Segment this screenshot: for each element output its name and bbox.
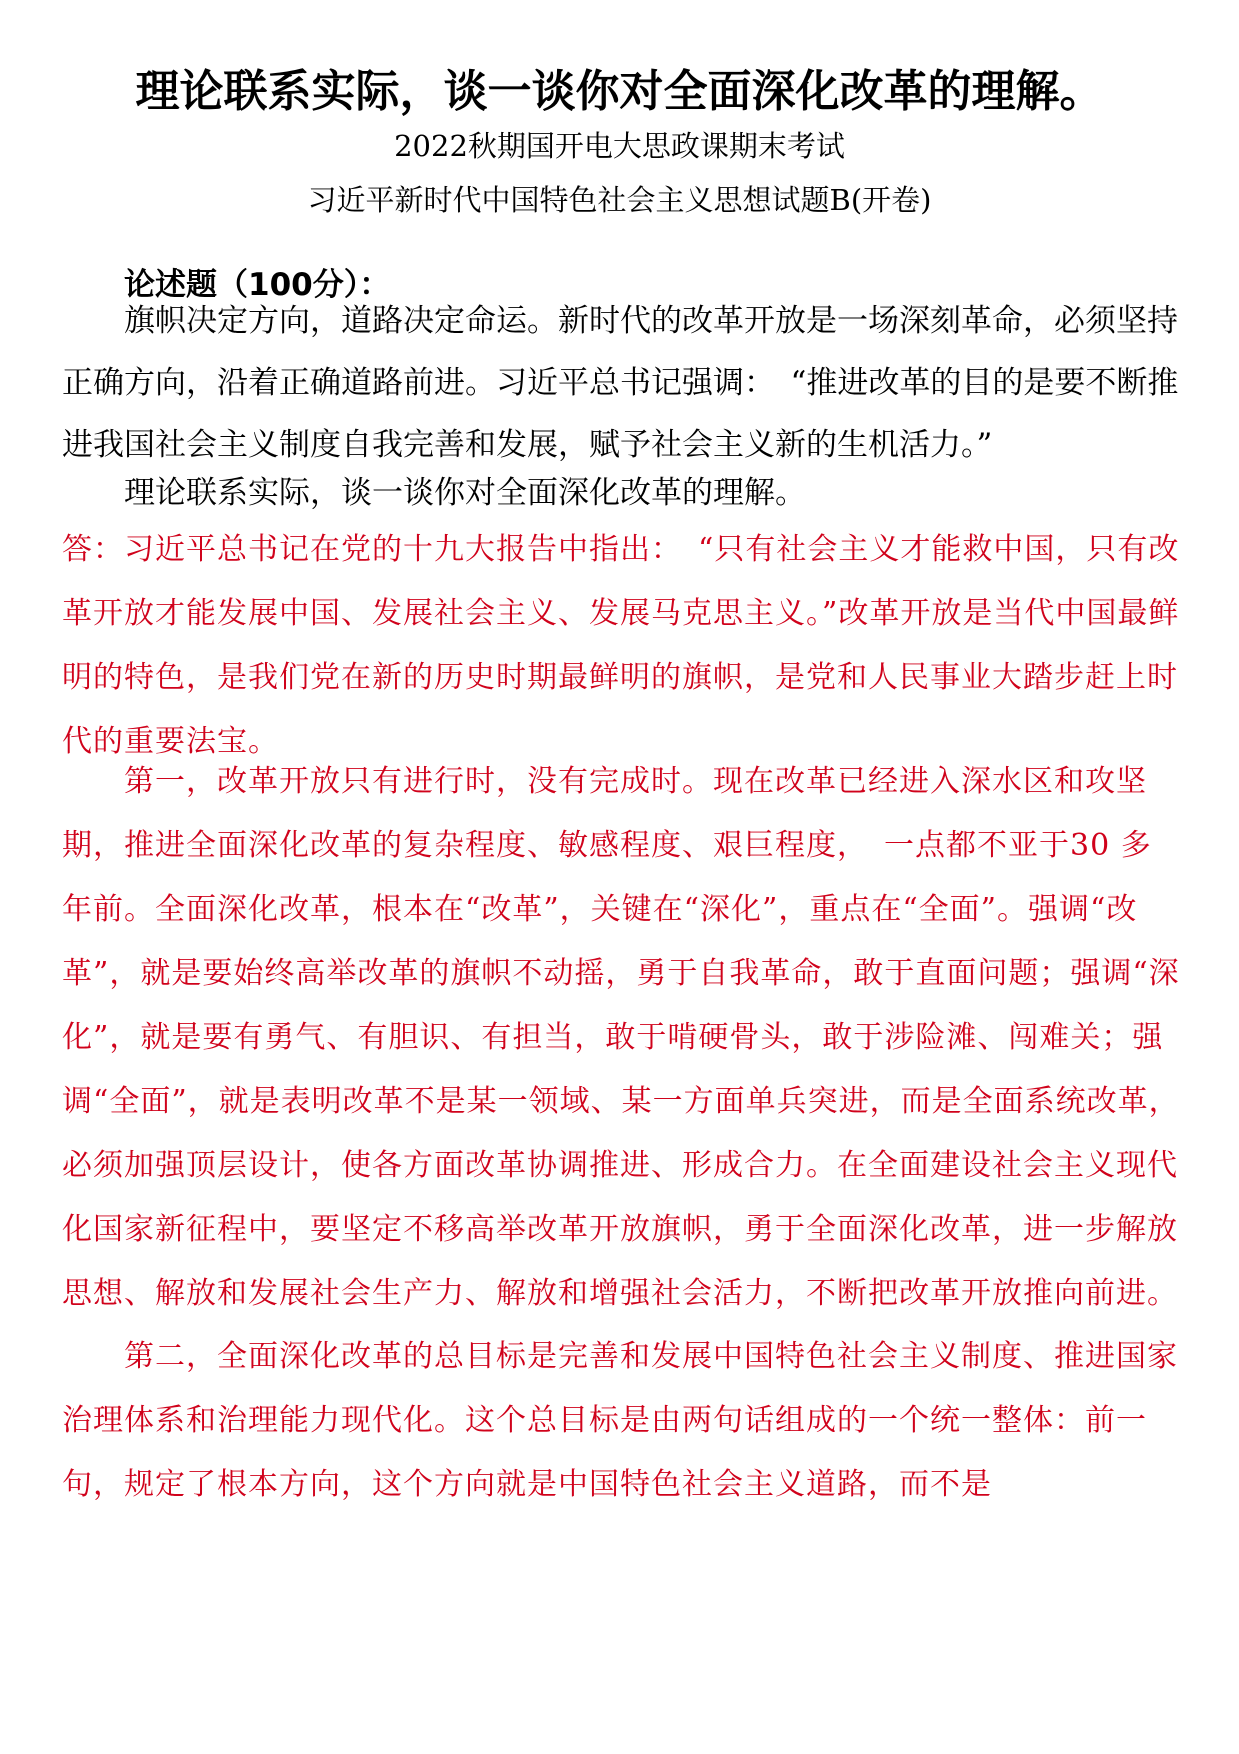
answer-point-2: 第二，全面深化改革的总目标是完善和发展中国特色社会主义制度、推进国家治理体系和治理能力现代化。这个总目标是由两句话组成的一个统一整体：前一句，规定了根本方向，这个方向就是中国特色社会主义道路，而不是 [62, 1339, 1178, 1502]
exam-subtitle: 2022秋期国开电大思政课期末考试 [394, 129, 845, 163]
question-prompt: 理论联系实际，谈一谈你对全面深化改革的理解。 [124, 475, 806, 511]
answer-point-1: 第一，改革开放只有进行时，没有完成时。现在改革已经进入深水区和攻坚期，推进全面深化改革的复杂程度、敏感程度、艰巨程度， 一点都不亚于30 多年前。全面深化改革，根本在“改革”，关键在“深化”，重点在“全面”。强调“改革”，就是要始终高举改革的旗帜不动摇，勇于自我革命，敢于直面问题；强调“深化”，就是要有勇气、有胆识、有担当，敢于啃硬骨头，敢于涉险滩、闯难关；强调“全面”，就是表明改革不是某一领域、某一方面单兵突进，而是全面系统改革，必须加强顶层设计，使各方面改革协调推进、形成合力。在全面建设社会主义现代化国家新征程中，要坚定不移高举改革开放旗帜，勇于全面深化改革，进一步解放思想、解放和发展社会生产力、解放和增强社会活力，不断把改革开放推向前进。 [62, 764, 1180, 1311]
question-paragraph: 旗帜决定方向，道路决定命运。新时代的改革开放是一场深刻革命，必须坚持正确方向，沿着正确道路前进。习近平总书记强调： “推进改革的目的是要不断推进我国社会主义制度自我完善和发展，赋予社会主义新的生机活力。” [62, 303, 1179, 463]
answer-intro: 答：习近平总书记在党的十九大报告中指出： “只有社会主义才能救中国，只有改革开放才能发展中国、发展社会主义、发展马克思主义。”改革开放是当代中国最鲜明的特色，是我们党在新的历史时期最鲜明的旗帜，是党和人民事业大踏步赶上时代的重要法宝。 [62, 532, 1180, 759]
section-heading: 论述题（100分）： [124, 267, 391, 303]
exam-paper-name: 习近平新时代中国特色社会主义思想试题B(开卷) [307, 183, 932, 217]
document-title: 理论联系实际，谈一谈你对全面深化改革的理解。 [135, 66, 1104, 117]
